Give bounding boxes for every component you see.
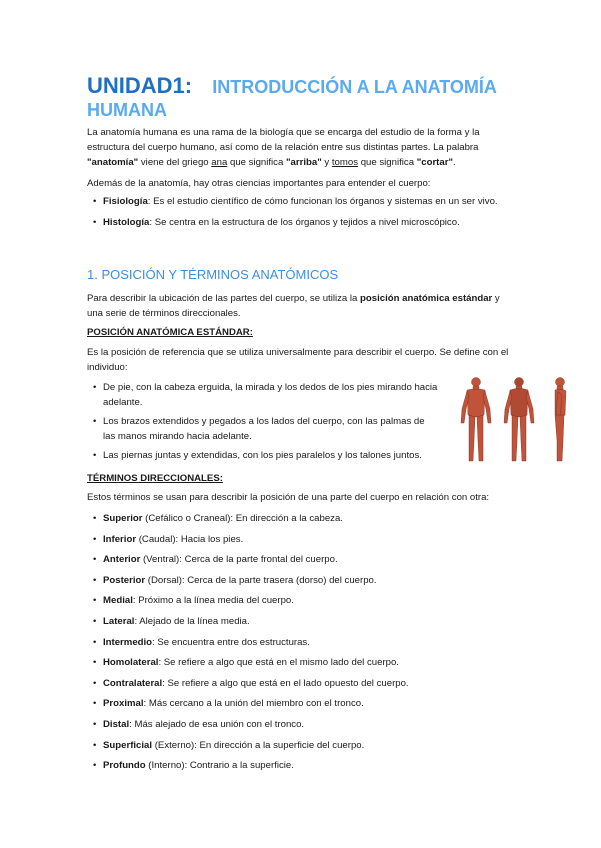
term-name: Superficial — [103, 739, 153, 751]
terminos-list — [87, 511, 517, 773]
sciences-list — [87, 194, 507, 230]
list-item — [87, 655, 517, 670]
term-name: Inferior — [103, 533, 137, 545]
bullet-icon: • — [93, 382, 97, 393]
bullet-icon: • — [93, 554, 97, 566]
bullet-icon: • — [93, 657, 97, 669]
section-text: y una serie de términos direccionales. — [87, 293, 500, 319]
term-name: Homolateral — [103, 657, 159, 669]
subheading-terminos: TÉRMINOS DIRECCIONALES: — [87, 473, 223, 484]
bullet-icon: • — [93, 615, 97, 627]
bullet-icon: • — [93, 217, 97, 228]
list-item — [87, 194, 507, 209]
intro-text: La anatomía humana es una rama de la biología que se encarga del estudio de la forma y la estructura del cuerpo humano, así como de la relación entre sus distintas partes. La palabra — [87, 127, 480, 153]
term-cortar: "cortar" — [416, 157, 453, 168]
intro-paragraph — [87, 125, 517, 170]
section-heading: 1. POSICIÓN Y TÉRMINOS ANATÓMICOS — [87, 267, 339, 282]
anatomical-position-illustration — [456, 375, 584, 467]
term-text: (Caudal): Hacia los pies. — [136, 533, 244, 545]
posicion-item: Las piernas juntas y extendidas, con los pies paralelos y los talones juntos. — [103, 450, 422, 461]
term-text: (Ventral): Cerca de la parte frontal del cuerpo. — [140, 554, 338, 566]
term-text: : Próximo a la línea media del cuerpo. — [132, 595, 294, 607]
figure-side — [555, 378, 566, 462]
term-name: Anterior — [103, 554, 141, 566]
list-item — [87, 635, 517, 650]
term-text: (Cefálico o Craneal): En dirección a la cabeza. — [142, 513, 343, 524]
unit-label: UNIDAD1: — [87, 73, 193, 98]
term-name: Medial — [103, 595, 133, 607]
list-item — [87, 696, 517, 711]
unit-title: INTRODUCCIÓN A LA ANATOMÍA — [212, 77, 497, 97]
list-item — [87, 511, 517, 526]
list-item — [87, 614, 517, 629]
term-name: Posterior — [103, 574, 146, 586]
science-term: Histología — [103, 217, 150, 228]
list-item — [87, 593, 517, 608]
term-ana: ana — [211, 157, 228, 168]
science-text: : Es el estudio científico de cómo funcionan los órganos y sistemas en un ser vivo. — [147, 196, 498, 207]
term-text: : Se encuentra entre dos estructuras. — [152, 636, 310, 648]
title-line — [87, 74, 547, 99]
term-text: : Más alejado de esa unión con el tronco. — [129, 718, 305, 730]
term-tomos: tomos — [331, 157, 359, 168]
science-text: : Se centra en la estructura de los órganos y tejidos a nivel microscópico. — [149, 217, 460, 228]
term-name: Superior — [103, 513, 143, 524]
term-arriba: "arriba" — [285, 157, 322, 168]
bullet-icon: • — [93, 760, 97, 772]
term-name: Distal — [103, 718, 130, 730]
bullet-icon: • — [93, 636, 97, 648]
bullet-icon: • — [93, 698, 97, 710]
section-text: Para describir la ubicación de las partes del cuerpo, se utiliza la — [87, 293, 361, 304]
intro-text: y — [321, 157, 332, 168]
science-term: Fisiología — [103, 196, 148, 207]
list-item — [87, 215, 507, 230]
bullet-icon: • — [93, 450, 97, 461]
term-name: Contralateral — [103, 677, 163, 689]
figure-front — [461, 378, 491, 462]
subheading-posicion: POSICIÓN ANATÓMICA ESTÁNDAR: — [87, 327, 253, 338]
intro-text: que significa — [358, 157, 417, 168]
list-item — [87, 380, 439, 410]
terminos-text: Estos términos se usan para describir la posición de una parte del cuerpo en relación con otra: — [87, 492, 490, 503]
bullet-icon: • — [93, 533, 97, 545]
list-item — [87, 717, 517, 732]
intro-text: . — [453, 157, 456, 168]
posicion-text: Es la posición de referencia que se utiliza universalmente para describir el cuerpo. Se define con el individuo: — [87, 347, 509, 373]
term-name: Profundo — [103, 760, 146, 772]
posicion-item: De pie, con la cabeza erguida, la mirada y los dedos de los pies mirando hacia adelante. — [103, 382, 438, 408]
term-name: Proximal — [103, 698, 144, 710]
term-text: : Alejado de la línea media. — [134, 615, 250, 627]
term-text: (Dorsal): Cerca de la parte trasera (dorso) del cuerpo. — [145, 574, 377, 586]
term-anatomia: "anatomía" — [87, 157, 139, 168]
unit-title-cont: HUMANA — [87, 100, 167, 120]
list-item — [87, 448, 439, 463]
posicion-list — [87, 380, 439, 463]
intro-text: viene del griego — [138, 157, 212, 168]
sciences-intro: Además de la anatomía, hay otras ciencias importantes para entender el cuerpo: — [87, 178, 431, 189]
title-block — [87, 74, 547, 121]
list-item — [87, 552, 517, 567]
figure-back — [504, 378, 534, 462]
bullet-icon: • — [93, 718, 97, 730]
term-text: : Se refiere a algo que está en el mismo lado del cuerpo. — [158, 657, 399, 669]
bullet-icon: • — [93, 513, 97, 524]
list-item — [87, 738, 517, 753]
bullet-icon: • — [93, 196, 97, 207]
posicion-item: Los brazos extendidos y pegados a los lados del cuerpo, con las palmas de las manos mirando hacia adelante. — [103, 416, 425, 442]
term-text: (Interno): Contrario a la superficie. — [145, 760, 294, 772]
section-paragraph — [87, 291, 517, 321]
bullet-icon: • — [93, 739, 97, 751]
list-item — [87, 532, 517, 547]
term-name: Lateral — [103, 615, 135, 627]
list-item — [87, 758, 517, 773]
bullet-icon: • — [93, 416, 97, 427]
list-item — [87, 676, 517, 691]
term-text: : Se refiere a algo que está en el lado opuesto del cuerpo. — [162, 677, 409, 689]
term-text: : Más cercano a la unión del miembro con el tronco. — [143, 698, 364, 710]
term-posicion: posición anatómica estándar — [360, 293, 493, 304]
term-text: (Externo): En dirección a la superficie del cuerpo. — [152, 739, 365, 751]
intro-text: que significa — [227, 157, 286, 168]
bullet-icon: • — [93, 574, 97, 586]
list-item — [87, 573, 517, 588]
bullet-icon: • — [93, 595, 97, 607]
bullet-icon: • — [93, 677, 97, 689]
term-name: Intermedio — [103, 636, 153, 648]
list-item — [87, 414, 439, 444]
